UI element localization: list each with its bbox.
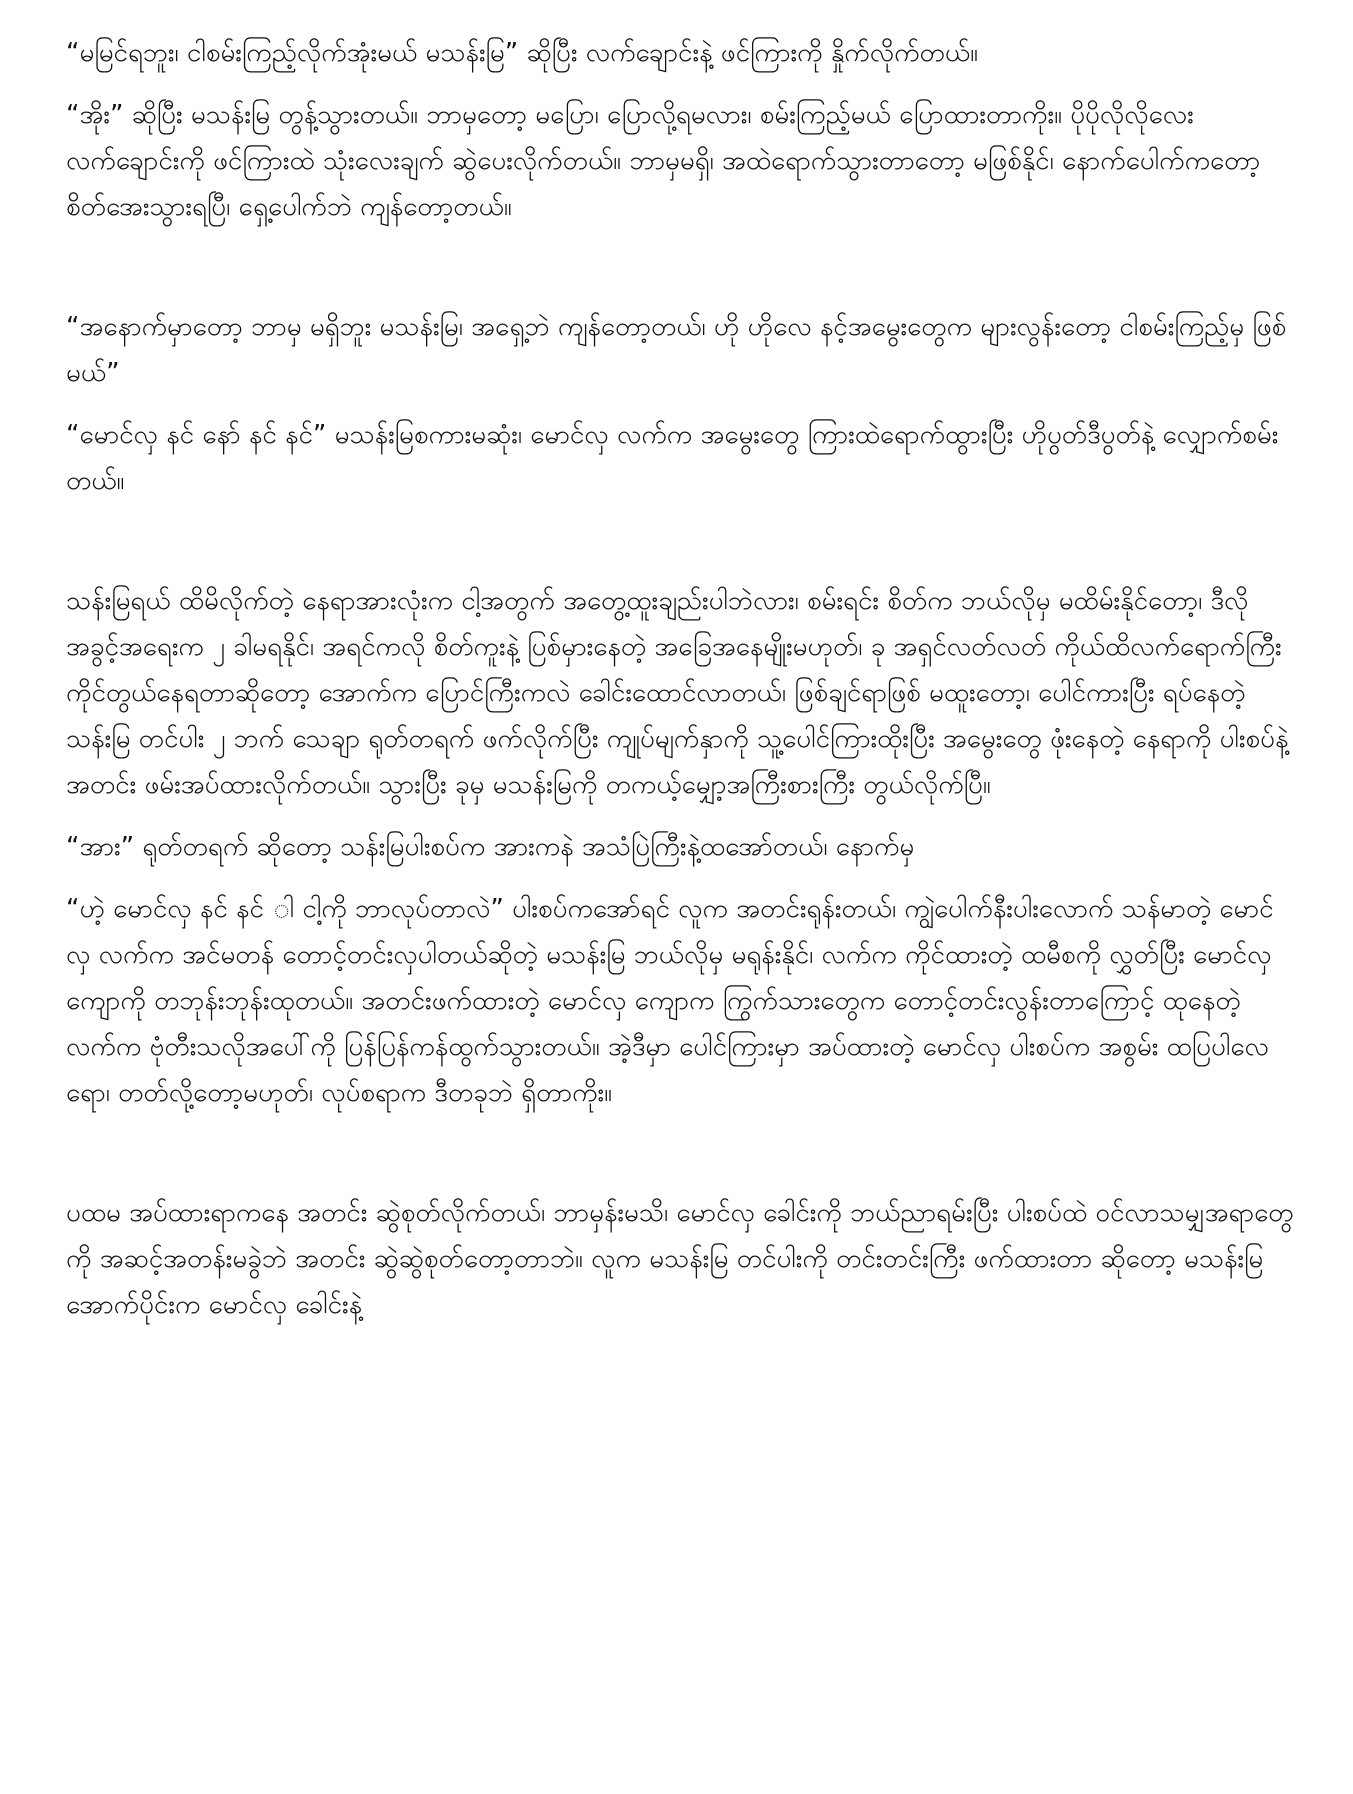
paragraph-5: သန်းမြရယ် ထိမိလိုက်တဲ့ နေရာအားလုံးက ငါ့အတွက် အတွေ့ထူးချည်းပါဘဲလား၊ စမ်းရင်း စိတ်က ဘယ်လိုမှ မထိမ်းနိုင်တော့၊ ဒီလို အခွင့်အရေးက ၂ ခါမရနိုင်၊ အရင်ကလို စိတ်ကူးနဲ့ ပြစ်မှားနေတဲ့ အခြေအနေမျိုးမဟုတ်၊ ခု အရှင်လတ်လတ် ကိုယ်ထိလက်ရောက်ကြီး ကိုင်တွယ်နေရတာဆိုတော့ အောက်က ပြောင်ကြီးကလဲ ခေါင်းထောင်လာတယ်၊ ဖြစ်ချင်ရာဖြစ် မထူးတော့၊ ပေါင်ကားပြီး ရပ်နေတဲ့ သန်းမြ တင်ပါး ၂ ဘက် သေချာ ရုတ်တရက် ဖက်လိုက်ပြီး ကျုပ်မျက်နှာကို သူ့ပေါင်ကြားထိုးပြီး အမွေးတွေ ဖုံးနေတဲ့ နေရာကို ပါးစပ်နဲ့ အတင်း ဖမ်းအပ်ထားလိုက်တယ်။ သွားပြီး ခုမှ မသန်းမြကို တကယ့်မျှော့အကြီးစားကြီး တွယ်လိုက်ပြီ။: [66, 586, 1289, 800]
paragraph-6: “အား” ရုတ်တရက် ဆိုတော့ သန်းမြပါးစပ်က အားကနဲ အသံပြဲကြီးနဲ့ထအော်တယ်၊ နောက်မှ: [66, 832, 915, 862]
paragraph-gap: [66, 520, 1296, 578]
paragraph-8: ပထမ အပ်ထားရာကနေ အတင်း ဆွဲစုတ်လိုက်တယ်၊ ဘာမှန်းမသိ၊ မောင်လှ ခေါင်းကို ဘယ်ညာရမ်းပြီး ပါးစပ်ထဲ ဝင်လာသမျှအရာတွေကို အဆင့်အတန်းမခွဲဘဲ အတင်း ဆွဲဆွဲစုတ်တော့တာဘဲ။ လူက မသန်းမြ တင်ပါးကို တင်းတင်းကြီး ဖက်ထားတာ ဆိုတော့ မသန်းမြအောက်ပိုင်းက မောင်လှ ခေါင်းနဲ့: [66, 1198, 1294, 1320]
paragraph-2: “အိုး” ဆိုပြီး မသန်းမြ တွန့်သွားတယ်။ ဘာမှတော့ မပြော၊ ပြောလို့ရမလား၊ စမ်းကြည့်မယ် ပြောထားတာကိုး။ ပိုပိုလိုလိုလေး လက်ချောင်းကို ဖင်ကြားထဲ သုံးလေးချက် ဆွဲပေးလိုက်တယ်။ ဘာမှမရှိ၊ အထဲရောက်သွားတာတော့ မဖြစ်နိုင်၊ နောက်ပေါက်ကတော့ စိတ်အေးသွားရပြီ၊ ရှေ့ပေါက်ဘဲ ကျန်တော့တယ်။: [66, 100, 1261, 222]
paragraph-1: “မမြင်ရဘူး၊ ငါစမ်းကြည့်လိုက်အုံးမယ် မသန်းမြ” ဆိုပြီး လက်ချောင်းနဲ့ ဖင်ကြားကို နှိုက်လိုက်တယ်။: [66, 38, 978, 68]
paragraph-4: “မောင်လှ နင် နော် နင် နင်” မသန်းမြစကားမဆုံး၊ မောင်လှ လက်က အမွေးတွေ ကြားထဲရောက်ထွားပြီး ဟိုပွတ်ဒီပွတ်နဲ့ လျှောက်စမ်းတယ်။: [66, 420, 1279, 496]
document-page: [66, 30, 1296, 1344]
paragraph-3: “အနောက်မှာတော့ ဘာမှ မရှိဘူး မသန်းမြ၊ အရှေ့ဘဲ ကျန်တော့တယ်၊ ဟို ဟိုလေ နင့်အမွေးတွေက များလွန်းတော့ ငါစမ်းကြည့်မှ ဖြစ်မယ်”: [66, 312, 1287, 388]
paragraph-7: “ဟဲ့ မောင်လှ နင် နင် ါ ငါ့ကို ဘာလုပ်တာလဲ” ပါးစပ်ကအော်ရင် လူက အတင်းရုန်းတယ်၊ ကျွဲပေါက်နီးပါးလောက် သန်မာတဲ့ မောင်လှ လက်က အင်မတန် တောင့်တင်းလှပါတယ်ဆိုတဲ့ မသန်းမြ ဘယ်လိုမှ မရုန်းနိုင်၊ လက်က ကိုင်ထားတဲ့ ထမီစကို လွှတ်ပြီး မောင်လှကျောကို တဘုန်းဘုန်းထုတယ်။ အတင်းဖက်ထားတဲ့ မောင်လှ ကျောက ကြွက်သားတွေက တောင့်တင်းလွန်းတာကြောင့် ထုနေတဲ့ လက်က ဗုံတီးသလိုအပေါ်ကို ပြန်ပြန်ကန်ထွက်သွားတယ်။ အဲ့ဒီမှာ ပေါင်ကြားမှာ အပ်ထားတဲ့ မောင်လှ ပါးစပ်က အစွမ်း ထပြပါလေရော၊ တတ်လို့တော့မဟုတ်၊ လုပ်စရာက ဒီတခုဘဲ ရှိတာကိုး။: [66, 894, 1274, 1108]
paragraph-gap: [66, 1132, 1296, 1190]
paragraph-gap: [66, 246, 1296, 304]
